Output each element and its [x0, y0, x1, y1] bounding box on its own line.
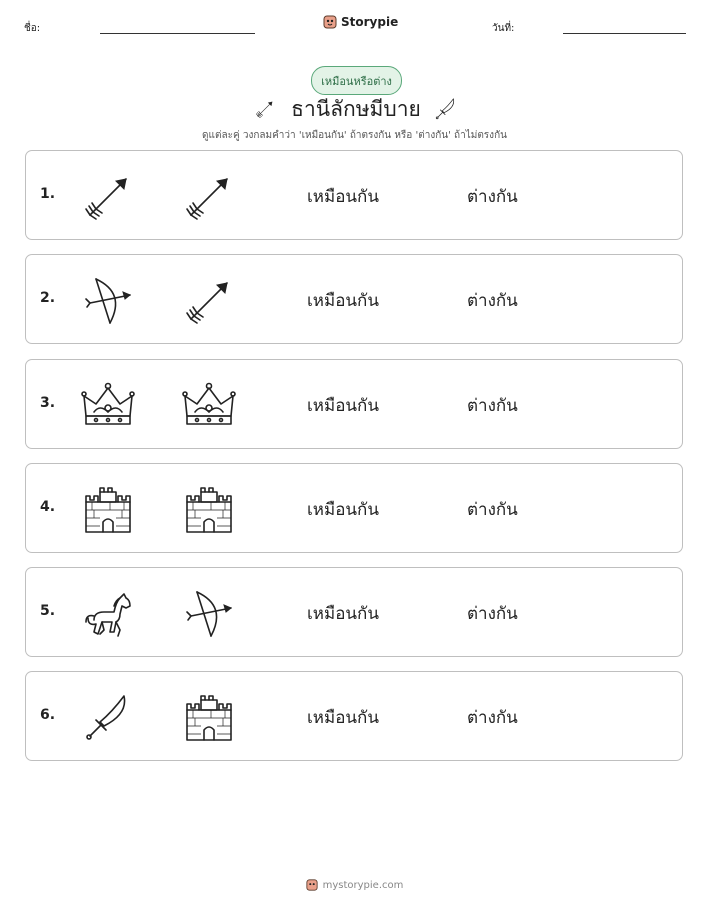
question-number: 3.	[40, 395, 56, 411]
question-row-1	[25, 150, 683, 240]
sword-icon	[80, 690, 136, 746]
instructions: ดูแต่ละคู่ วงกลมคำว่า 'เหมือนกัน' ถ้าตรงกัน หรือ 'ต่างกัน' ถ้าไม่ตรงกัน	[202, 130, 507, 141]
horse-icon	[80, 586, 136, 642]
same-option[interactable]: เหมือนกัน	[307, 708, 379, 728]
question-number: 1.	[40, 186, 56, 202]
same-option[interactable]: เหมือนกัน	[307, 291, 379, 311]
same-option[interactable]: เหมือนกัน	[307, 396, 379, 416]
footer-site[interactable]: mystorypie.com	[322, 879, 404, 891]
bow-icon	[80, 273, 136, 329]
question-number: 4.	[40, 499, 56, 515]
question-row-6	[25, 671, 683, 761]
worksheet-title	[230, 94, 480, 124]
name-label: ชื่อ:	[24, 23, 41, 34]
sword-icon	[433, 96, 459, 122]
same-option[interactable]: เหมือนกัน	[307, 604, 379, 624]
crown-icon	[181, 378, 237, 434]
name-field-line[interactable]	[100, 33, 255, 34]
date-label: วันที่:	[492, 23, 515, 34]
different-option[interactable]: ต่างกัน	[467, 708, 518, 728]
brand-logo	[323, 14, 398, 30]
storypie-mascot-icon	[323, 14, 337, 30]
different-option[interactable]: ต่างกัน	[467, 291, 518, 311]
question-row-3	[25, 359, 683, 449]
worksheet-type-badge: เหมือนหรือต่าง	[311, 66, 402, 95]
storypie-mascot-icon	[306, 878, 318, 892]
bow-icon	[181, 586, 237, 642]
footer	[0, 878, 709, 892]
arrow-icon	[80, 169, 136, 225]
question-number: 5.	[40, 603, 56, 619]
question-number: 6.	[40, 707, 56, 723]
question-number: 2.	[40, 290, 56, 306]
same-option[interactable]: เหมือนกัน	[307, 500, 379, 520]
arrow-icon	[181, 169, 237, 225]
castle-icon	[80, 482, 136, 538]
page-title: ธานีลักษมีบาย	[291, 96, 421, 121]
arrow-icon	[181, 273, 237, 329]
different-option[interactable]: ต่างกัน	[467, 604, 518, 624]
same-option[interactable]: เหมือนกัน	[307, 187, 379, 207]
different-option[interactable]: ต่างกัน	[467, 396, 518, 416]
brand-name: Storypie	[341, 15, 399, 29]
question-row-5	[25, 567, 683, 657]
crown-icon	[80, 378, 136, 434]
different-option[interactable]: ต่างกัน	[467, 500, 518, 520]
question-row-2	[25, 254, 683, 344]
question-row-4	[25, 463, 683, 553]
arrow-icon	[251, 98, 279, 120]
castle-icon	[181, 482, 237, 538]
castle-icon	[181, 690, 237, 746]
date-field-line[interactable]	[563, 33, 686, 34]
different-option[interactable]: ต่างกัน	[467, 187, 518, 207]
